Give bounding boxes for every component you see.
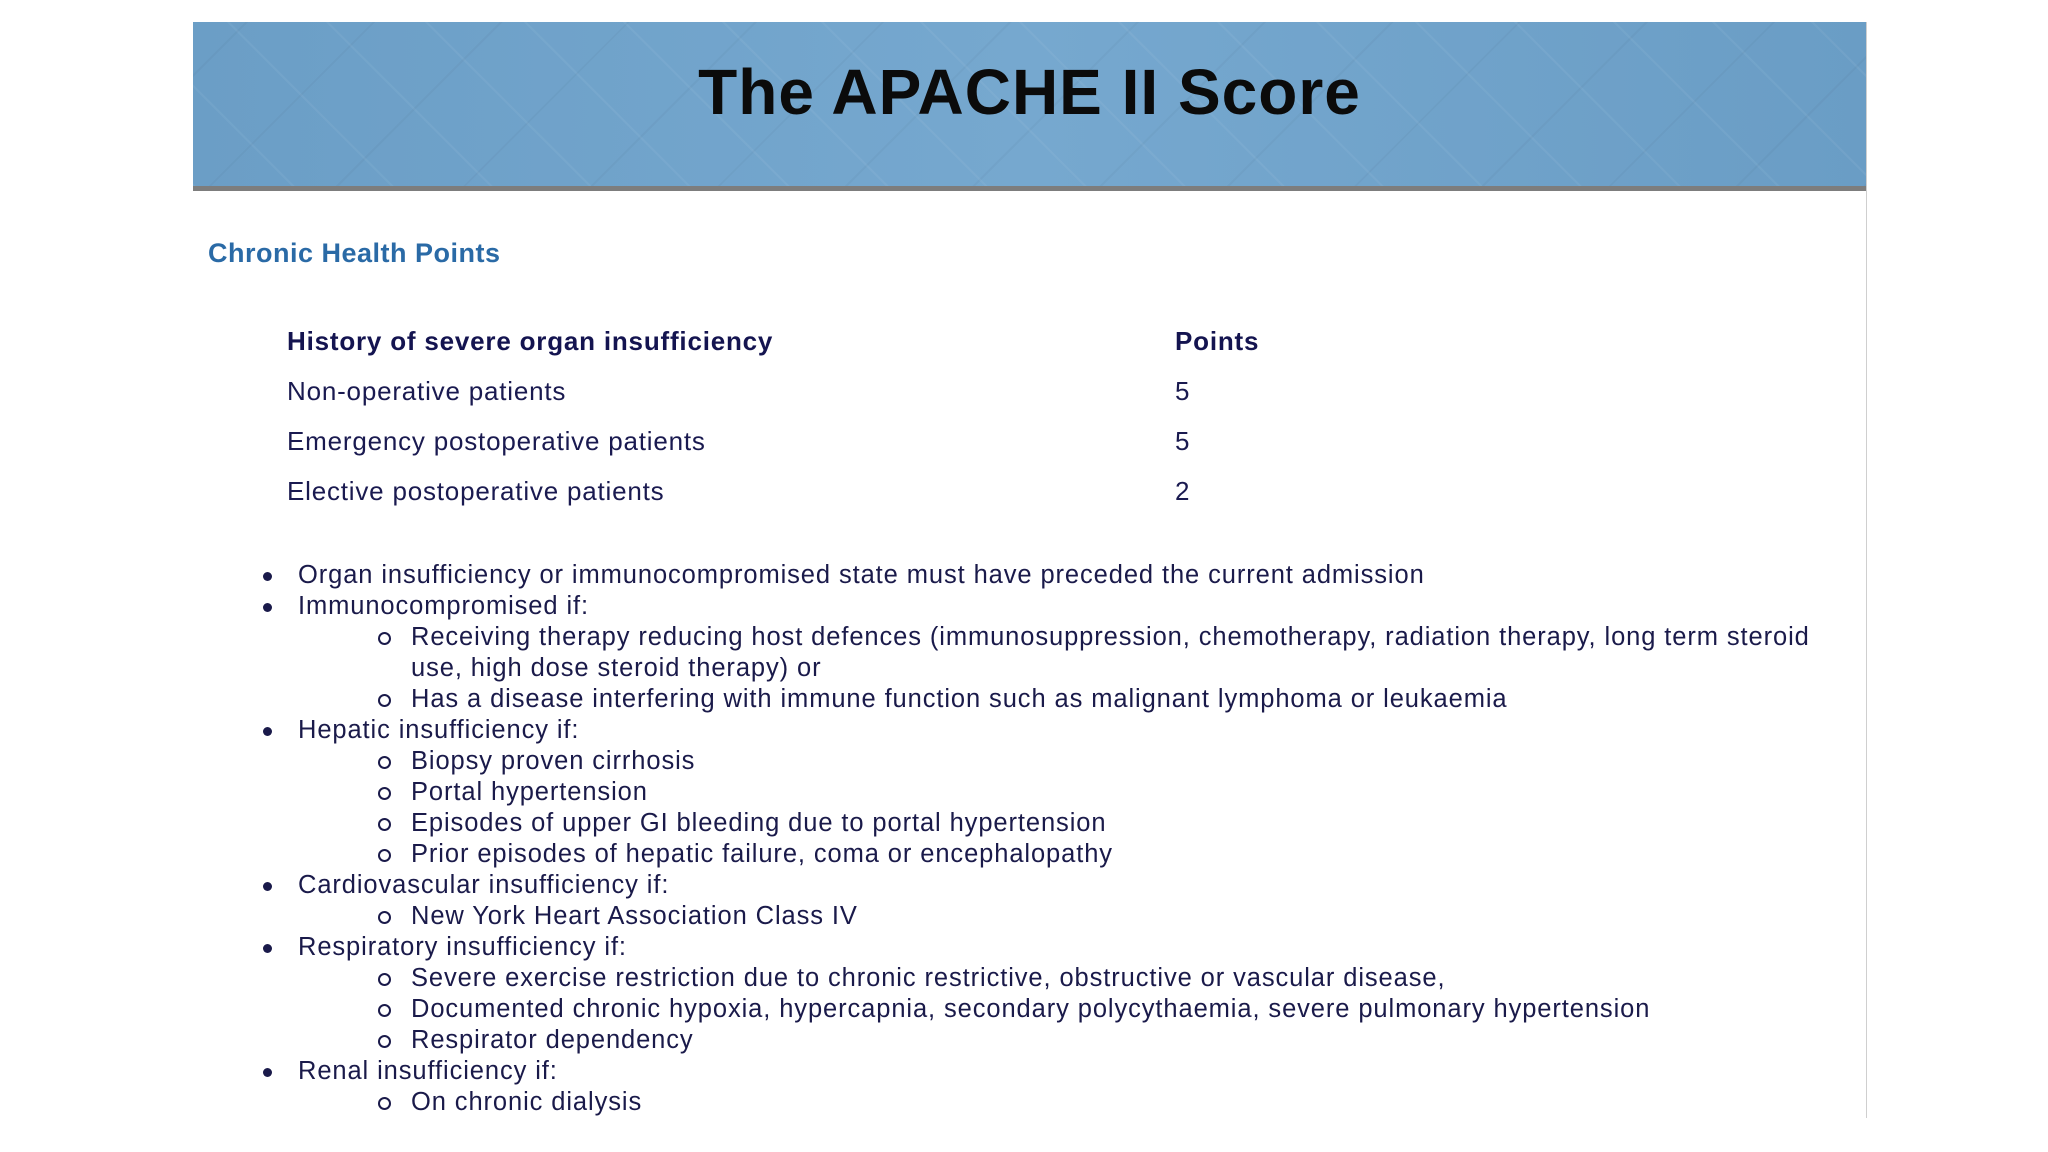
- sub-item: [411, 746, 1811, 777]
- sub-item-text: Biopsy proven cirrhosis: [411, 747, 696, 775]
- sub-list: [298, 622, 1848, 715]
- circle-bullet-icon: [378, 911, 391, 924]
- criteria-item: [193, 932, 1848, 1056]
- header-points: Points: [1175, 325, 1260, 356]
- sub-item: [411, 622, 1811, 684]
- sub-item-text: Documented chronic hypoxia, hypercapnia, secondary polycythaemia, severe pulmonary hypertension: [411, 995, 1651, 1023]
- sub-item-text: Prior episodes of hepatic failure, coma or encephalopathy: [411, 840, 1113, 868]
- row-points: 5: [1175, 375, 1191, 406]
- row-points: 5: [1175, 425, 1191, 456]
- sub-item: [411, 684, 1811, 715]
- criteria-text: Renal insufficiency if:: [298, 1057, 558, 1085]
- table-row: [287, 466, 1375, 516]
- circle-bullet-icon: [378, 1097, 391, 1110]
- circle-bullet-icon: [378, 632, 391, 645]
- bullet-icon: [263, 727, 272, 736]
- sub-item: [411, 808, 1811, 839]
- table-row: [287, 416, 1375, 466]
- bullet-icon: [263, 882, 272, 891]
- sub-item: [411, 1087, 1811, 1118]
- sub-item-text: Respirator dependency: [411, 1026, 694, 1054]
- sub-item-text: Has a disease interfering with immune function such as malignant lymphoma or leukaemia: [411, 685, 1508, 713]
- table-header-row: [287, 316, 1375, 366]
- criteria-text: Cardiovascular insufficiency if:: [298, 871, 670, 899]
- criteria-text: Organ insufficiency or immunocompromised state must have preceded the current admission: [298, 561, 1425, 589]
- criteria-text: Respiratory insufficiency if:: [298, 933, 627, 961]
- criteria-text: Hepatic insufficiency if:: [298, 716, 580, 744]
- sub-list: [298, 746, 1848, 870]
- slide: [193, 22, 1867, 1118]
- sub-item-text: On chronic dialysis: [411, 1088, 643, 1116]
- criteria-item: [193, 560, 1848, 591]
- circle-bullet-icon: [378, 756, 391, 769]
- sub-item-text: Episodes of upper GI bleeding due to portal hypertension: [411, 809, 1107, 837]
- criteria-item: [193, 715, 1848, 870]
- criteria-text: Immunocompromised if:: [298, 592, 589, 620]
- sub-list: [298, 901, 1848, 932]
- bullet-icon: [263, 572, 272, 581]
- circle-bullet-icon: [378, 818, 391, 831]
- table-row: [287, 366, 1375, 416]
- row-label: Elective postoperative patients: [287, 475, 665, 506]
- circle-bullet-icon: [378, 849, 391, 862]
- sub-list: [298, 1087, 1848, 1118]
- sub-item: [411, 777, 1811, 808]
- row-points: 2: [1175, 475, 1191, 506]
- circle-bullet-icon: [378, 787, 391, 800]
- section-heading: Chronic Health Points: [208, 238, 501, 268]
- chronic-health-points-table: [287, 316, 1375, 516]
- circle-bullet-icon: [378, 694, 391, 707]
- sub-list: [298, 963, 1848, 1056]
- criteria-item: [193, 591, 1848, 715]
- criteria-item: [193, 870, 1848, 932]
- row-label: Emergency postoperative patients: [287, 425, 706, 456]
- sub-item: [411, 994, 1811, 1025]
- criteria-item: [193, 1056, 1848, 1118]
- header-history: History of severe organ insufficiency: [287, 325, 774, 356]
- slide-title: The APACHE II Score: [698, 56, 1361, 128]
- sub-item: [411, 839, 1811, 870]
- sub-item-text: Portal hypertension: [411, 778, 648, 806]
- bullet-icon: [263, 1068, 272, 1077]
- sub-item-text: Severe exercise restriction due to chronic restrictive, obstructive or vascular disease,: [411, 964, 1446, 992]
- title-banner: [193, 22, 1866, 191]
- criteria-list: [193, 560, 1848, 1118]
- row-label: Non-operative patients: [287, 375, 567, 406]
- circle-bullet-icon: [378, 1004, 391, 1017]
- sub-item-text: Receiving therapy reducing host defences (immunosuppression, chemotherapy, radiation therapy, long term steroid use, high dose steroid therapy) or: [411, 623, 1810, 682]
- sub-item: [411, 901, 1811, 932]
- circle-bullet-icon: [378, 1035, 391, 1048]
- sub-item-text: New York Heart Association Class IV: [411, 902, 858, 930]
- bullet-icon: [263, 603, 272, 612]
- circle-bullet-icon: [378, 973, 391, 986]
- bullet-icon: [263, 944, 272, 953]
- sub-item: [411, 1025, 1811, 1056]
- sub-item: [411, 963, 1811, 994]
